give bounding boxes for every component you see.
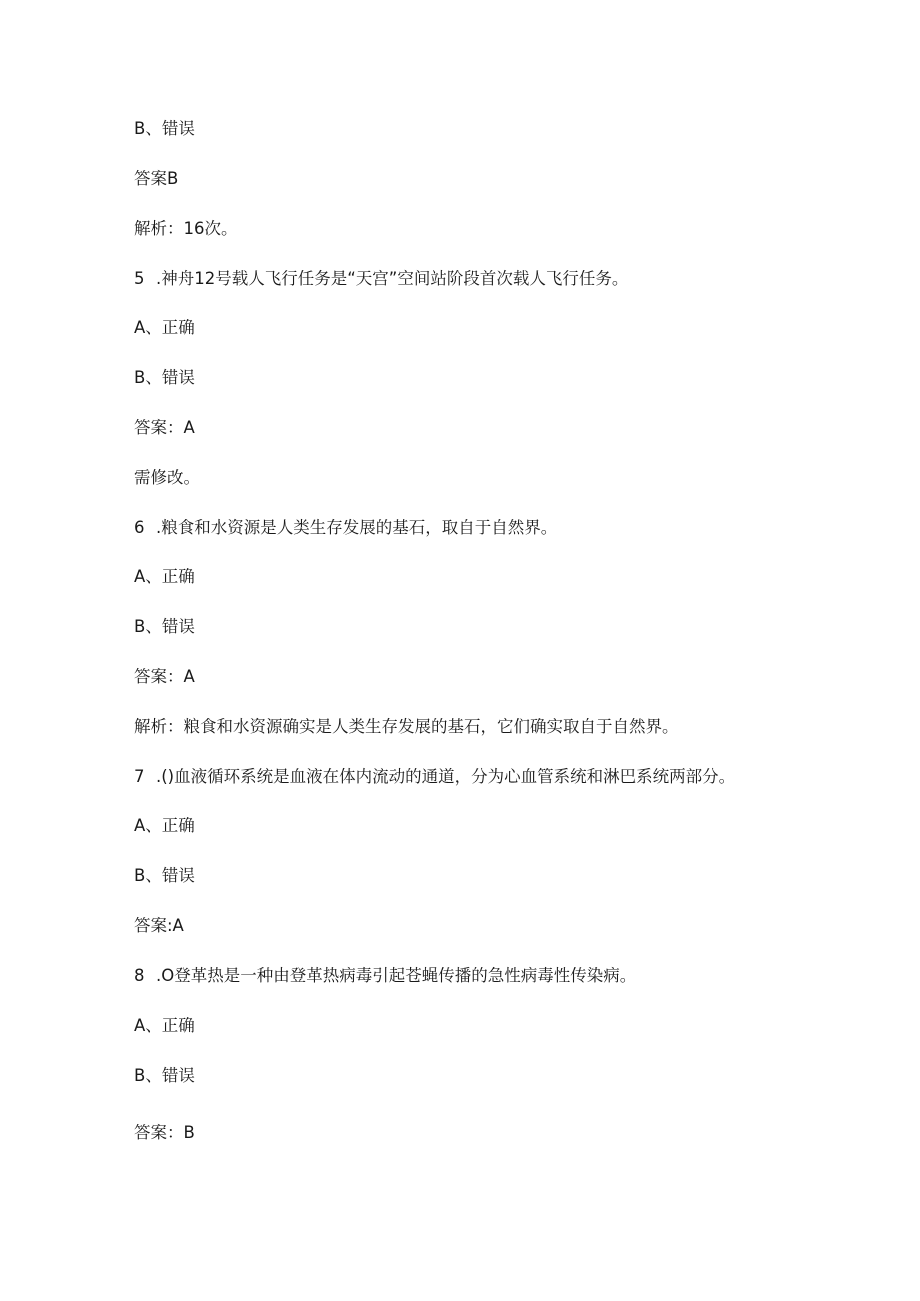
question-text: .神舟12号载人飞行任务是“天宫”空间站阶段首次载人飞行任务。 xyxy=(156,269,629,288)
answer-line: 答案B xyxy=(134,169,179,188)
question-line xyxy=(134,518,557,538)
option-line: B、错误 xyxy=(134,617,195,636)
option-line: A、正确 xyxy=(134,567,195,586)
analysis-line: 解析：16次。 xyxy=(134,219,238,238)
question-line xyxy=(134,966,636,986)
analysis-line: 解析：粮食和水资源确实是人类生存发展的基石，它们确实取自于自然界。 xyxy=(134,717,679,736)
question-line xyxy=(134,767,735,787)
option-line: A、正确 xyxy=(134,816,195,835)
answer-line: 答案：A xyxy=(134,667,195,686)
answer-line: 答案:A xyxy=(134,916,184,935)
question-number: 5 xyxy=(134,269,145,288)
option-line: B、错误 xyxy=(134,119,195,138)
question-number: 6 xyxy=(134,518,145,537)
question-text: .O登革热是一种由登革热病毒引起苍蝇传播的急性病毒性传染病。 xyxy=(156,966,637,985)
option-line: A、正确 xyxy=(134,1016,195,1035)
option-line: B、错误 xyxy=(134,866,195,885)
question-line xyxy=(134,269,628,289)
option-line: A、正确 xyxy=(134,318,195,337)
analysis-line: 需修改。 xyxy=(134,468,200,487)
answer-line: 答案：B xyxy=(134,1123,195,1142)
question-number: 7 xyxy=(134,767,145,786)
option-line: B、错误 xyxy=(134,1066,195,1085)
question-number: 8 xyxy=(134,966,145,985)
option-line: B、错误 xyxy=(134,368,195,387)
question-text: .()血液循环系统是血液在体内流动的通道，分为心血管系统和淋巴系统两部分。 xyxy=(156,767,736,786)
question-text: .粮食和水资源是人类生存发展的基石，取自于自然界。 xyxy=(156,518,558,537)
answer-line: 答案：A xyxy=(134,418,195,437)
